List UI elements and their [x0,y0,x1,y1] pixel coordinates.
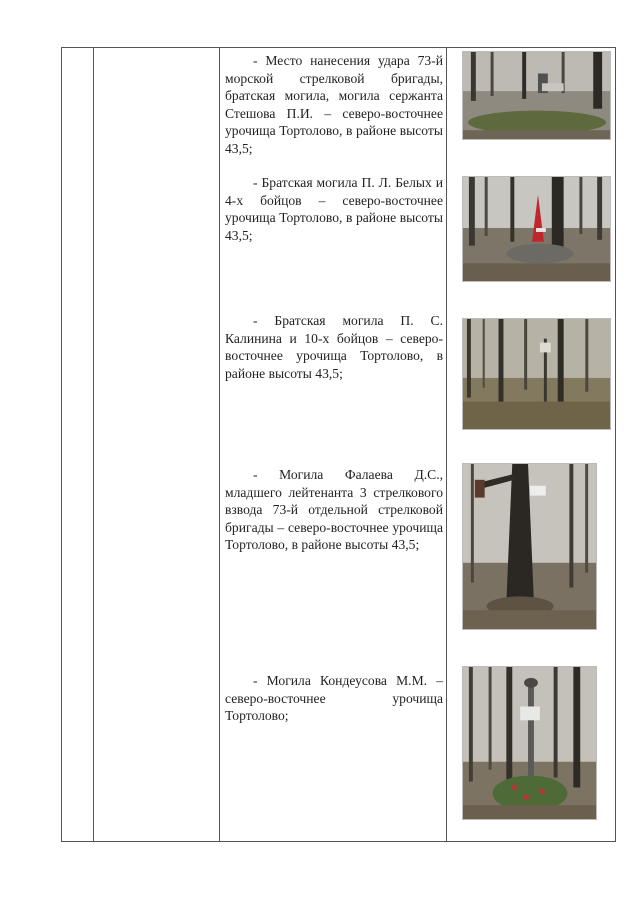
obelisk-photo [462,176,611,282]
entry-description: - Могила Кондеусова М.М. – северо-восточнее урочища Тортолово; [225,673,443,723]
tree-plaque-photo [462,463,597,630]
column-divider [446,48,447,841]
entry-description: - Могила Фалаева Д.С., младшего лейтенанта 3 стрелкового взвода 73-й отдельной стрелковой бригады – северо-восточнее урочища Тортолово, в районе высоты 43,5; [225,467,443,552]
column-divider [219,48,220,841]
entry-description: - Братская могила П. С. Калинина и 10-х бойцов – северо-восточнее урочища Тортолово, в районе высоты 43,5; [225,313,443,381]
entry-description: - Место нанесения удара 73-й морской стрелковой бригады, братская могила, могила сержанта Стешова П.И. – северо-восточнее урочища Тортолово, в районе высоты 43,5; [225,53,443,156]
post-marker-photo [462,666,597,820]
forest-marker-photo [462,318,611,430]
mass-grave-photo [462,51,611,140]
entry-description: - Братская могила П. Л. Белых и 4-х бойцов – северо-восточнее урочища Тортолово, в районе высоты 43,5; [225,175,443,243]
column-divider [93,48,94,841]
